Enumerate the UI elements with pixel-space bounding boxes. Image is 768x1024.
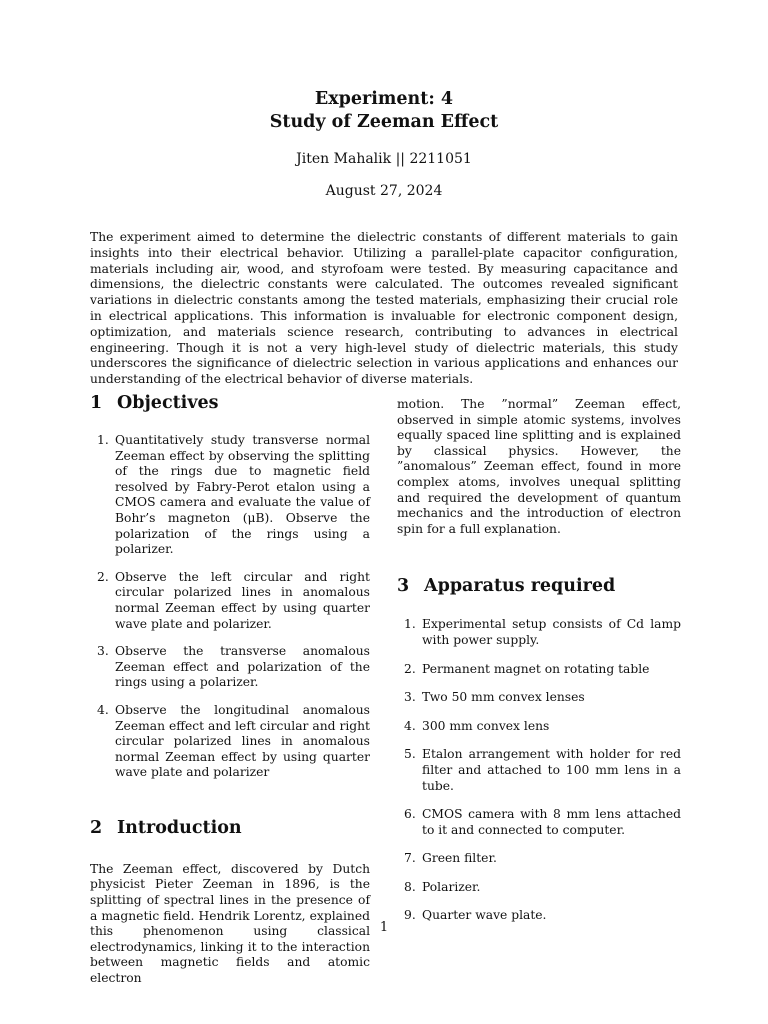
list-item-text: Etalon arrangement with holder for red filter and attached to 100 mm lens in a tube.	[422, 747, 681, 793]
list-marker: 3.	[404, 690, 416, 705]
list-item-text: Permanent magnet on rotating table	[422, 661, 650, 676]
list-item-text: Experimental setup consists of Cd lamp with power supply.	[422, 617, 681, 647]
list-item	[90, 703, 370, 781]
section-title: Objectives	[117, 393, 219, 413]
section-number: 3	[397, 576, 410, 597]
list-item	[90, 433, 370, 558]
introduction-paragraph: The Zeeman effect, discovered by Dutch physicist Pieter Zeeman in 1896, is the splitting of spectral lines in the presence of a magnetic field. Hendrik Lorentz, explained this phenomenon using classical electrodynamics, linking it to the interaction between magnetic fields and atomic electron	[90, 861, 370, 986]
list-marker: 9.	[404, 908, 416, 923]
left-column	[90, 392, 370, 987]
section-heading-objectives	[90, 392, 370, 414]
section-heading-apparatus	[397, 575, 681, 597]
list-item-text: Observe the longitudinal anomalous Zeeman effect and left circular and right circular polarized lines in anomalous normal Zeeman effect by using quarter wave plate and polarizer	[115, 702, 370, 780]
section-heading-introduction	[90, 817, 370, 839]
list-marker: 1.	[404, 617, 416, 632]
section-title: Introduction	[117, 817, 242, 838]
list-item	[397, 807, 681, 838]
list-marker: 5.	[404, 747, 416, 762]
list-item	[397, 617, 681, 648]
list-marker: 7.	[404, 851, 416, 866]
list-item	[397, 690, 681, 706]
list-item-text: Observe the transverse anomalous Zeeman effect and polarization of the rings using a polarizer.	[115, 644, 370, 690]
abstract: The experiment aimed to determine the dielectric constants of different materials to gain insights into their electrical behavior. Utilizing a parallel-plate capacitor configuration, materials including air, wood, and styrofoam were tested. By measuring capacitance and dimensions, the dielectric constants were calculated. The outcomes revealed significant variations in dielectric constants among the tested materials, emphasizing their crucial role in electrical applications. This information is invaluable for electronic component design, optimization, and materials science research, contributing to advances in electrical engineering. Though it is not a very high-level study of dielectric materials, this study underscores the significance of dielectric selection in various applications and enhances our understanding of the electrical behavior of diverse materials.	[90, 230, 678, 387]
list-item	[397, 747, 681, 794]
introduction-paragraph-continued: motion. The ”normal” Zeeman effect, observed in simple atomic systems, involves equally spaced line splitting and is explained by classical physics. However, the ”anomalous” Zeeman effect, found in more complex atoms, involves unequal splitting and required the development of quantum mechanics and the introduction of electron spin for a full explanation.	[397, 397, 681, 536]
list-marker: 2.	[404, 661, 416, 676]
paper-title: Study of Zeeman Effect	[269, 112, 499, 132]
list-item-text: Quarter wave plate.	[422, 908, 547, 923]
section-title: Apparatus required	[424, 576, 616, 597]
list-marker: 6.	[404, 807, 416, 822]
list-item	[397, 851, 681, 867]
list-item-text: Green filter.	[422, 851, 497, 866]
list-marker: 8.	[404, 879, 416, 894]
list-marker: 4.	[404, 718, 416, 733]
section-number: 1	[90, 393, 103, 413]
apparatus-list	[397, 617, 681, 924]
experiment-label: Experiment: 4	[314, 89, 454, 109]
objectives-list	[90, 433, 370, 781]
list-item-text: 300 mm convex lens	[422, 718, 550, 733]
list-marker: 2.	[97, 569, 109, 584]
list-item-text: Observe the left circular and right circular polarized lines in anomalous normal Zeeman effect by using quarter wave plate and polarizer.	[115, 569, 370, 631]
list-item-text: Polarizer.	[422, 879, 481, 894]
list-marker: 4.	[97, 702, 109, 717]
section-number: 2	[90, 817, 103, 838]
right-column	[397, 397, 681, 924]
date-line: August 27, 2024	[325, 183, 443, 199]
list-item-text: Two 50 mm convex lenses	[422, 690, 585, 705]
list-item	[397, 662, 681, 678]
author-line: Jiten Mahalik || 2211051	[296, 151, 472, 167]
list-item-text: CMOS camera with 8 mm lens attached to it and connected to computer.	[422, 807, 681, 837]
list-item	[90, 570, 370, 632]
list-item	[397, 880, 681, 896]
list-item-text: Quantitatively study transverse normal Zeeman effect by observing the splitting of the rings due to magnetic field resolved by Fabry-Perot etalon using a CMOS camera and evaluate the value of Bohr’s magneton (μB). Observe the polarization of the rings using a polarizer.	[115, 433, 370, 557]
list-item	[397, 719, 681, 735]
list-marker: 1.	[97, 433, 109, 447]
page-number: 1	[379, 920, 389, 935]
list-marker: 3.	[97, 644, 109, 659]
list-item	[90, 644, 370, 691]
